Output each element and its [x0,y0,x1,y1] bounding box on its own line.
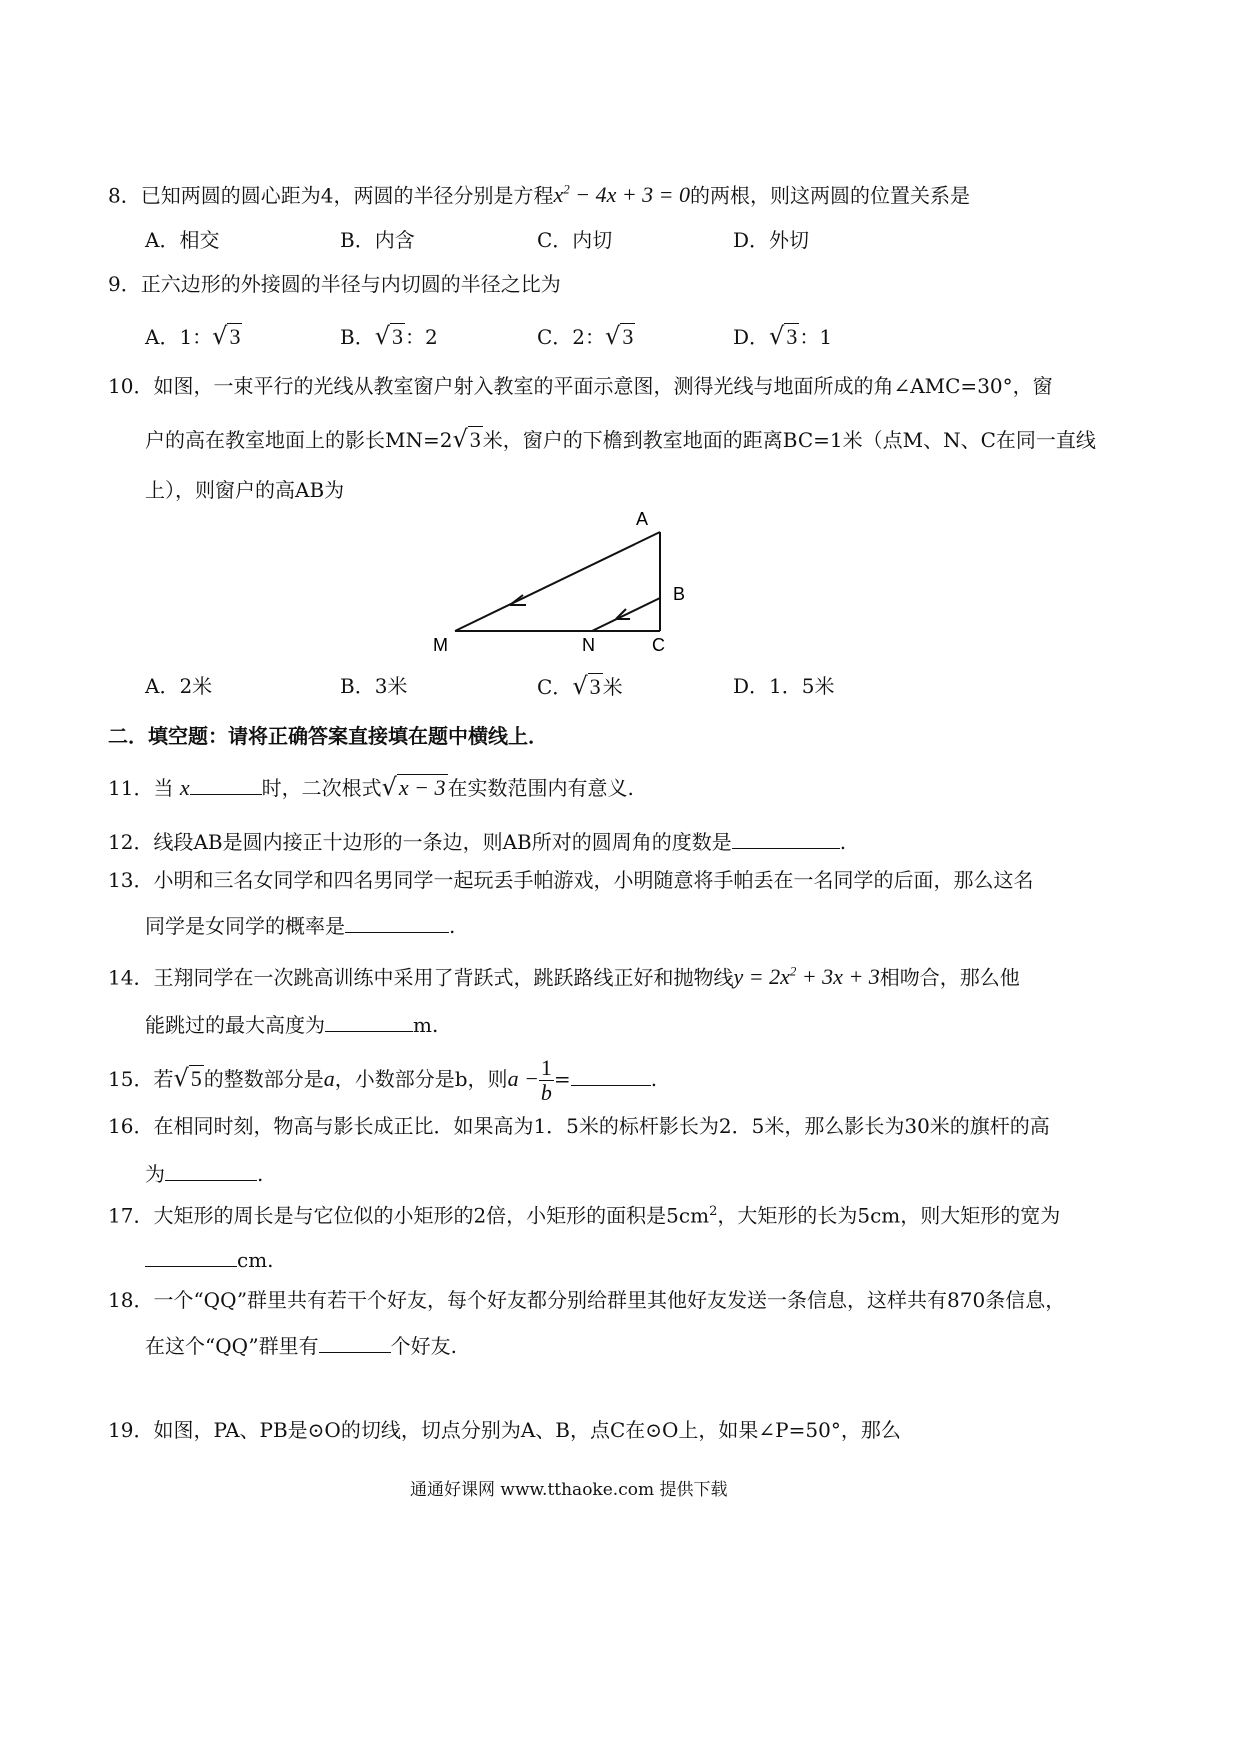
q14-text-c: 能跳过的最大高度为 [145,1013,325,1037]
q10-opt-c-radicand: 3 [589,674,601,699]
q9-opt-c-prefix: C．2： [537,325,606,349]
q10-label-n: N [582,635,595,655]
q15-text-e: . [650,1067,658,1091]
q11-line [108,772,634,802]
q9-option-c [537,322,635,351]
q17-text-b: ，大矩形的长为5cm，则大矩形的宽为 [717,1203,1061,1228]
q15-fraction [539,1056,554,1105]
q10-label-a: A [636,509,649,529]
q17-line-1 [108,1198,1060,1230]
page-footer: 通通好课网 www.tthaoke.com 提供下载 [410,1480,728,1500]
q15-text-b: 的整数部分是 [203,1067,324,1091]
q9-opt-d-prefix: D． [733,325,770,349]
q11-text-c: 在实数范围内有意义. [447,776,634,800]
q18-text-a: 在这个“QQ”群里有 [145,1334,319,1358]
q8-eq-x: x [553,182,564,208]
q14-line-2 [145,1009,438,1039]
q9-opt-b-radical: √3 [374,322,403,350]
q18-line-1: 18．一个“QQ”群里共有若干个好友，每个好友都分别给群里其他好友发送一条信息，这样共有870条信息， [108,1288,1066,1312]
q18-text-b: 个好友. [390,1334,457,1358]
q17-sup: 2 [709,1204,718,1219]
q10-radicand: 3 [469,427,481,452]
q8-option-b: B．内含 [340,228,415,252]
q14-text-a: 14．王翔同学在一次跳高训练中采用了背跃式，跳跃路线正好和抛物线 [108,965,734,990]
q13-blank[interactable] [345,910,449,933]
q13-text-a: 同学是女同学的概率是 [145,914,345,938]
q15-line [108,1056,657,1104]
q10-line-ma [455,532,660,631]
q12-blank[interactable] [732,826,840,849]
q9-opt-a-radicand: 3 [229,324,241,349]
q9-opt-a-prefix: A．1： [145,325,213,349]
q11-var: x [179,775,190,800]
q10-opt-c-radical: √3 [572,672,601,700]
q16-text-a: 为 [145,1162,165,1186]
q10-opt-c-suffix: 米 [602,675,623,699]
q8-option-a: A．相交 [145,228,220,252]
q14-text-b: 相吻合，那么他 [879,965,1020,990]
q8-text-b: 的两根，则这两圆的位置关系是 [690,183,971,208]
q9-opt-d-radical: √3 [769,322,798,350]
q9-opt-c-radicand: 3 [622,324,634,349]
q14-equation [733,964,879,989]
q11-text-a: 11．当 [108,776,174,800]
q16-line-2 [145,1158,263,1188]
q12-line [108,826,846,856]
q10-option-d: D．1．5米 [733,674,835,698]
q15-text-d: = [553,1067,571,1091]
q13-line-1: 13．小明和三名女同学和四名男同学一起玩丢手帕游戏，小明随意将手帕丢在一名同学的后面，那么这名 [108,868,1034,892]
q9-opt-b-radicand: 3 [392,324,403,349]
q10-option-c [537,672,623,701]
q15-radicand: 5 [190,1066,202,1091]
q9-opt-b-suffix: ：2 [405,325,438,349]
q15-fraction-den: b [540,1080,552,1105]
q10-arrow-1 [510,595,526,605]
q17-text-a: 17．大矩形的周长是与它位似的小矩形的2倍，小矩形的面积是5cm [108,1203,710,1228]
q9-line: 9．正六边形的外接圆的半径与内切圆的半径之比为 [108,272,561,296]
q18-blank[interactable] [319,1330,391,1353]
q15-radical: √5 [173,1064,202,1092]
q15-text-a: 15．若 [108,1067,174,1091]
q16-text-b: . [257,1162,264,1186]
q10-line-1: 10．如图，一束平行的光线从教室窗户射入教室的平面示意图，测得光线与地面所成的角∠AMC=30°，窗 [108,374,1053,398]
q16-line-1: 16．在相同时刻，物高与影长成正比．如果高为1．5米的标杆影长为2．5米，那么影长为30米的旗杆的高 [108,1114,1050,1138]
q11-radicand: x − 3 [398,775,446,800]
q9-opt-d-suffix: ：1 [799,325,833,349]
q10-figure [420,505,720,655]
q14-text-d: m. [413,1013,439,1037]
q17-text-c: cm. [237,1248,274,1272]
q13-line-2 [145,910,455,940]
q8-option-d: D．外切 [733,228,810,252]
q10-line-2-b: 米，窗户的下檐到教室地面的距离BC=1米（点M、N、C在同一直线 [482,428,1096,452]
q11-radical: √x − 3 [381,773,446,801]
section-2-heading: 二．填空题：请将正确答案直接填在题中横线上． [108,724,548,748]
q8-text-a: 8．已知两圆的圆心距为4，两圆的半径分别是方程 [108,183,554,208]
q9-opt-d-radicand: 3 [786,324,798,349]
q11-text-b: 时，二次根式 [261,776,382,800]
q14-eq-main: y = 2x [733,964,790,990]
q14-eq-rest: + 3x + 3 [796,964,880,990]
q10-line-2-a: 户的高在教室地面上的影长MN=2 [145,428,453,452]
q9-opt-c-radical: √3 [605,322,634,350]
q14-blank[interactable] [325,1009,413,1032]
q11-blank[interactable] [190,772,262,795]
q15-text-c: ，小数部分是b，则 [334,1067,508,1091]
q12-text-b: . [839,830,847,854]
q10-option-a: A．2米 [145,674,213,698]
q10-option-b: B．3米 [340,674,408,698]
q9-opt-a-radical: √3 [212,322,241,350]
q16-blank[interactable] [165,1158,257,1181]
q12-text-a: 12．线段AB是圆内接正十边形的一条边，则AB所对的圆周角的度数是 [108,830,732,854]
q15-var-a: a [323,1066,335,1091]
q18-line-2 [145,1330,457,1360]
q9-option-a [145,322,242,351]
q10-radical: √3 [452,425,481,453]
q15-blank[interactable] [571,1063,651,1086]
q9-option-d [733,322,832,351]
q10-line-2 [145,425,1096,454]
q10-opt-c-prefix: C． [537,675,573,699]
q10-label-c: C [652,635,665,655]
q19-line-1: 19．如图，PA、PB是⊙O的切线，切点分别为A、B，点C在⊙O上，如果∠P=50°，那么 [108,1418,901,1442]
q14-eq-sup: 2 [789,964,797,979]
q15-fraction-num: 1 [540,1055,552,1080]
q9-option-b [340,322,438,351]
q14-line-1 [108,958,1020,991]
q10-label-m: M [433,635,448,655]
q8-line [108,176,970,209]
q8-eq-rest: − 4x + 3 = 0 [569,182,691,208]
q10-label-b: B [673,584,686,604]
q17-blank[interactable] [145,1244,237,1267]
q8-eq-sup: 2 [563,182,570,197]
q13-text-b: . [449,914,456,938]
q8-equation [553,182,690,207]
q17-line-2 [145,1244,274,1274]
q9-opt-b-prefix: B． [340,325,375,349]
q15-expr: a − [507,1066,539,1091]
q10-line-nb [592,598,660,631]
q8-option-c: C．内切 [537,228,613,252]
q10-line-3: 上），则窗户的高AB为 [145,478,345,502]
